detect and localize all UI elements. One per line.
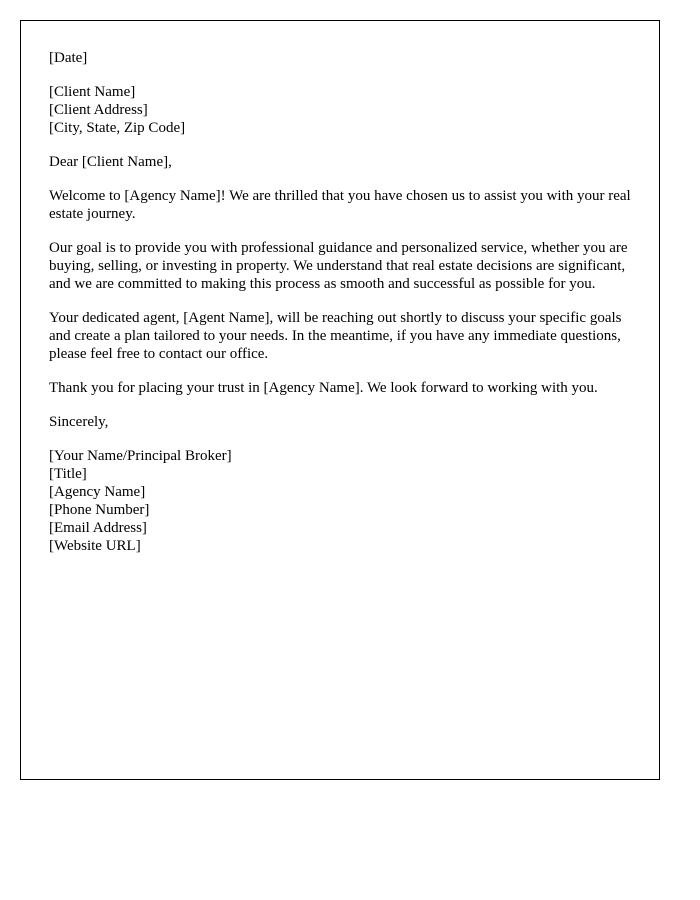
salutation-block (49, 153, 631, 171)
date-block (49, 49, 631, 67)
signature-email: [Email Address] (49, 520, 147, 536)
paragraph-welcome: Welcome to [Agency Name]! We are thrilled that you have chosen us to assist you with your real estate journey. (49, 188, 631, 222)
salutation: Dear [Client Name], (49, 154, 172, 170)
signature-website: [Website URL] (49, 538, 141, 554)
signature-phone: [Phone Number] (49, 502, 150, 518)
recipient-block (49, 83, 631, 137)
letter-body (49, 49, 631, 555)
signature-title: [Title] (49, 466, 87, 482)
recipient-city-state-zip: [City, State, Zip Code] (49, 120, 186, 136)
closing: Sincerely, (49, 414, 109, 430)
paragraph-thanks: Thank you for placing your trust in [Agency Name]. We look forward to working with you. (49, 380, 598, 396)
paragraph-goal: Our goal is to provide you with professional guidance and personalized service, whether you are buying, selling, or investing in property. We understand that real estate decisions are significant, and we are committed to making this process as smooth and successful as possible for you. (49, 240, 628, 292)
recipient-name: [Client Name] (49, 84, 136, 100)
signature-agency: [Agency Name] (49, 484, 146, 500)
closing-block (49, 413, 631, 431)
recipient-address: [Client Address] (49, 102, 148, 118)
signature-name: [Your Name/Principal Broker] (49, 448, 232, 464)
letter-date: [Date] (49, 50, 88, 66)
paragraph-agent: Your dedicated agent, [Agent Name], will be reaching out shortly to discuss your specific goals and create a plan tailored to your needs. In the meantime, if you have any immediate questions, please feel free to contact our office. (49, 310, 622, 362)
signature-block (49, 447, 631, 555)
letter-page (20, 20, 660, 780)
